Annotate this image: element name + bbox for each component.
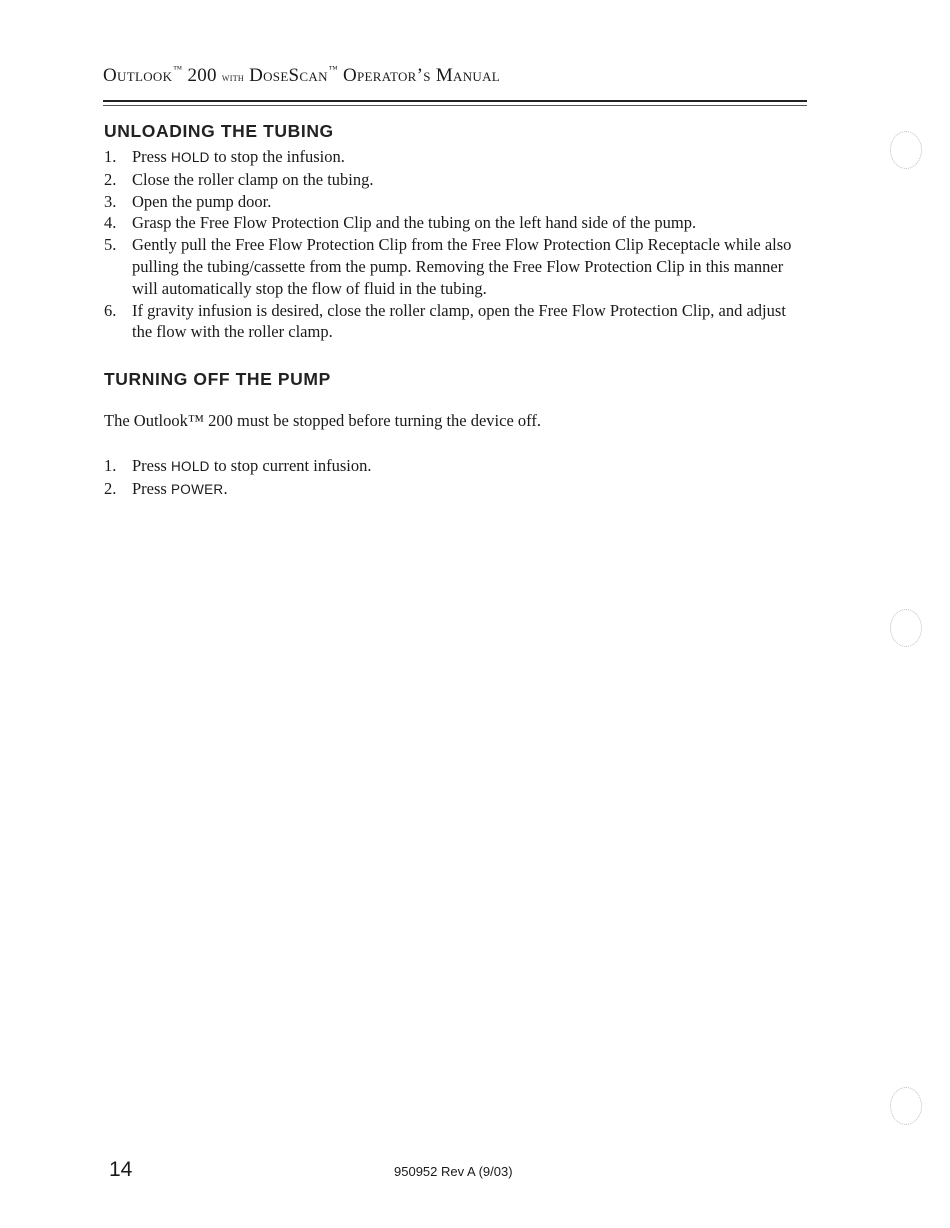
unloading-steps-list <box>104 146 804 343</box>
list-item <box>104 455 804 478</box>
power-key-label: POWER <box>170 481 224 497</box>
list-item <box>104 234 804 299</box>
step-text: Gently pull the Free Flow Protection Clip from the Free Flow Protection Clip Receptacle while also pulling the tubing/cassette from the pump. Removing the Free Flow Protection Clip in this manner will automatically stop the flow of fluid in the tubing. <box>132 235 792 298</box>
step-number: 4. <box>104 213 117 233</box>
step-number: 3. <box>104 191 117 211</box>
step-number: 1. <box>104 456 117 475</box>
header-manual: Operator’s Manual <box>342 65 501 86</box>
step-text: Press <box>132 478 171 498</box>
header-with: with <box>221 70 245 84</box>
step-text: Press <box>132 147 171 166</box>
header-tm-2: ™ <box>328 64 338 74</box>
hold-key-label: HOLD <box>170 459 210 474</box>
header-product-2: DoseScan <box>249 65 328 86</box>
list-item <box>104 478 804 501</box>
step-text: Grasp the Free Flow Protection Clip and the tubing on the left hand side of the pump. <box>132 213 697 233</box>
header-rule-thick <box>103 100 807 102</box>
document-revision-code: 950952 Rev A (9/03) <box>394 1164 513 1179</box>
step-text: Press <box>132 456 171 475</box>
list-item <box>104 146 804 169</box>
running-header <box>103 64 808 87</box>
step-number: 5. <box>104 235 117 255</box>
list-item <box>104 169 804 191</box>
punch-hole-mark <box>890 131 922 169</box>
punch-hole-mark <box>890 1087 922 1125</box>
list-item <box>104 191 804 213</box>
header-model: 200 <box>187 65 217 86</box>
step-number: 2. <box>104 169 117 189</box>
step-number: 1. <box>104 147 117 166</box>
step-text: . <box>223 478 228 498</box>
header-product: Outlook <box>103 65 173 86</box>
page-number: 14 <box>109 1158 133 1181</box>
turn-off-steps-list <box>104 455 804 501</box>
punch-hole-mark <box>890 609 922 647</box>
header-tm-1: ™ <box>173 64 183 74</box>
step-text: to stop the infusion. <box>209 147 345 166</box>
hold-key-label: HOLD <box>170 150 210 165</box>
step-text: to stop current infusion. <box>209 456 372 475</box>
list-item <box>104 300 804 344</box>
section-title-turning-off: TURNING OFF THE PUMP <box>104 369 331 389</box>
step-text: Close the roller clamp on the tubing. <box>132 169 374 189</box>
list-item <box>104 212 804 234</box>
step-text: If gravity infusion is desired, close the roller clamp, open the Free Flow Protection Clip, and adjust the flow with the roller clamp. <box>132 300 786 342</box>
step-number: 6. <box>104 300 117 320</box>
intro-paragraph: The Outlook™ 200 must be stopped before turning the device off. <box>104 411 541 430</box>
step-number: 2. <box>104 478 117 498</box>
section-title-unloading: UNLOADING THE TUBING <box>104 121 334 141</box>
step-text: Open the pump door. <box>132 191 272 211</box>
header-rule-thin <box>103 105 807 106</box>
